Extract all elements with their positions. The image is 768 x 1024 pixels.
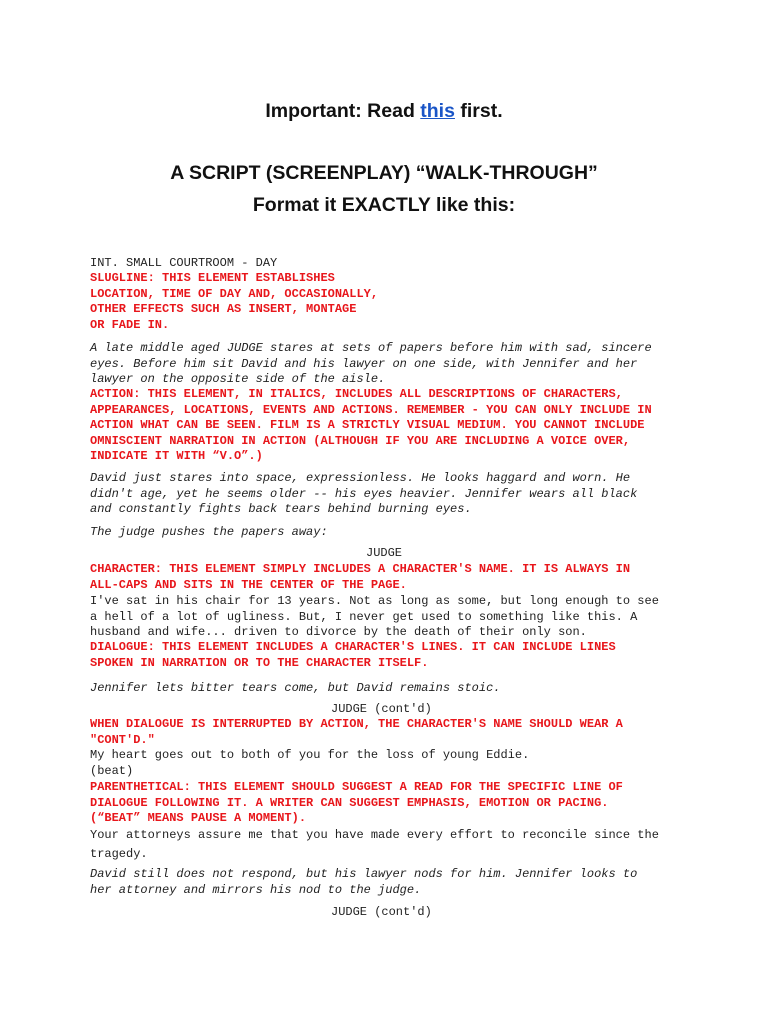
title-line-2: Format it EXACTLY like this:	[252, 194, 516, 216]
parenthetical-note	[90, 780, 623, 827]
action-line: A late middle aged JUDGE stares at sets of papers before him with sad, sincere	[90, 341, 652, 355]
heading-pre-text: Important: Read	[265, 100, 421, 122]
note-line: DIALOGUE FOLLOWING IT. A WRITER CAN SUGGEST EMPHASIS, EMOTION OR PACING.	[90, 795, 609, 810]
action-line: didn't age, yet he seems older -- his eyes heavier. Jennifer wears all black	[90, 486, 638, 501]
note-line: OTHER EFFECTS SUCH AS INSERT, MONTAGE	[90, 302, 357, 317]
note-line: ALL-CAPS AND SITS IN THE CENTER OF THE PAGE.	[90, 577, 407, 592]
note-line: OMNISCIENT NARRATION IN ACTION (ALTHOUGH IF YOU ARE INCLUDING A VOICE OVER,	[90, 433, 631, 448]
note-line: WHEN DIALOGUE IS INTERRUPTED BY ACTION, THE CHARACTER'S NAME SHOULD WEAR A	[90, 717, 623, 731]
character-name-judge-contd-2: JUDGE (cont'd)	[331, 905, 432, 919]
note-line: INDICATE IT WITH “V.O”.)	[90, 449, 263, 464]
action-paragraph-5	[90, 867, 637, 898]
character-name-judge-contd: JUDGE (cont'd)	[331, 702, 432, 716]
contd-note	[90, 717, 623, 748]
dialogue-line: tragedy.	[90, 847, 148, 861]
title-line-1: A SCRIPT (SCREENPLAY) “WALK-THROUGH”	[170, 162, 598, 184]
character-note	[90, 562, 630, 593]
note-line: SPOKEN IN NARRATION OR TO THE CHARACTER ITSELF.	[90, 655, 429, 670]
note-line: CHARACTER: THIS ELEMENT SIMPLY INCLUDES A CHARACTER'S NAME. IT IS ALWAYS IN	[90, 562, 631, 576]
note-line: PARENTHETICAL: THIS ELEMENT SHOULD SUGGEST A READ FOR THE SPECIFIC LINE OF	[90, 780, 623, 794]
important-heading	[0, 100, 768, 123]
parenthetical-beat: (beat)	[90, 764, 134, 778]
this-link[interactable]: this	[420, 100, 455, 122]
slugline-note	[90, 271, 378, 333]
slugline: INT. SMALL COURTROOM - DAY	[90, 256, 278, 270]
note-line: "CONT'D."	[90, 732, 155, 747]
action-line: David still does not respond, but his lawyer nods for him. Jennifer looks to	[90, 867, 638, 881]
note-line: OR FADE IN.	[90, 317, 170, 332]
action-line: David just stares into space, expressionless. He looks haggard and worn. He	[90, 471, 631, 485]
dialogue-note	[90, 640, 616, 671]
note-line: DIALOGUE: THIS ELEMENT INCLUDES A CHARACTER'S LINES. IT CAN INCLUDE LINES	[90, 640, 616, 654]
character-name-judge: JUDGE	[366, 546, 403, 560]
dialogue-3	[90, 826, 659, 864]
heading-post-text: first.	[454, 100, 503, 122]
action-paragraph-3: The judge pushes the papers away:	[90, 525, 328, 539]
action-line: and constantly fights back tears behind burning eyes.	[90, 502, 472, 517]
action-paragraph-1	[90, 341, 652, 388]
note-line: LOCATION, TIME OF DAY AND, OCCASIONALLY,	[90, 286, 379, 301]
dialogue-line: a hell of a lot of ugliness. But, I never get used to something like this. A	[90, 609, 638, 624]
action-paragraph-4: Jennifer lets bitter tears come, but David remains stoic.	[90, 681, 501, 695]
action-line: eyes. Before him sit David and his lawyer on one side, with Jennifer and her	[90, 356, 638, 371]
note-line: (“BEAT” MEANS PAUSE A MOMENT).	[90, 811, 307, 826]
action-line: lawyer on the opposite side of the aisle.	[90, 372, 386, 387]
dialogue-2: My heart goes out to both of you for the loss of young Eddie.	[90, 748, 530, 762]
note-line: ACTION: THIS ELEMENT, IN ITALICS, INCLUDES ALL DESCRIPTIONS OF CHARACTERS,	[90, 387, 623, 401]
note-line: APPEARANCES, LOCATIONS, EVENTS AND ACTIONS. REMEMBER - YOU CAN ONLY INCLUDE IN	[90, 402, 652, 417]
dialogue-line: I've sat in his chair for 13 years. Not as long as some, but long enough to see	[90, 594, 659, 608]
dialogue-1	[90, 594, 659, 641]
dialogue-line: husband and wife... driven to divorce by the death of their only son.	[90, 625, 587, 640]
action-paragraph-2	[90, 471, 637, 518]
action-line: her attorney and mirrors his nod to the judge.	[90, 882, 422, 897]
note-line: SLUGLINE: THIS ELEMENT ESTABLISHES	[90, 271, 335, 285]
note-line: ACTION WHAT CAN BE SEEN. FILM IS A STRICTLY VISUAL MEDIUM. YOU CANNOT INCLUDE	[90, 418, 645, 433]
action-note	[90, 387, 652, 465]
dialogue-line: Your attorneys assure me that you have made every effort to reconcile since the	[90, 828, 659, 842]
